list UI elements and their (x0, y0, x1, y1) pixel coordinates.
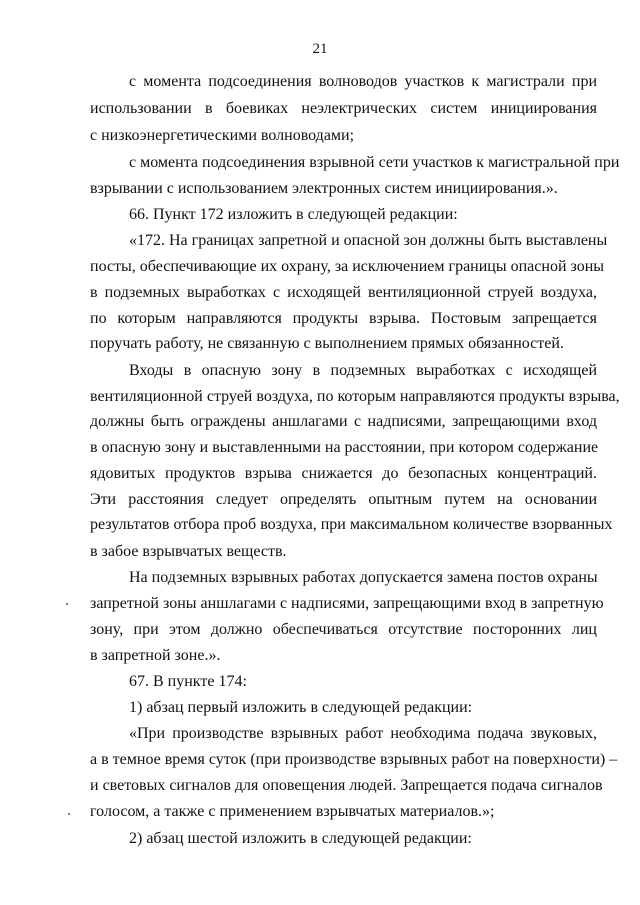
text-line: с момента подсоединения волноводов участков к магистрали при (129, 73, 597, 90)
text-line: в забое взрывчатых веществ. (90, 543, 287, 560)
text-line: Входы в опасную зону в подземных выработках с исходящей (129, 362, 597, 379)
text-line: вентиляционной струей воздуха, по которым направляются продукты взрыва, (90, 388, 620, 405)
scan-speck (68, 813, 70, 815)
text-line: запретной зоны аншлагами с надписями, запрещающими вход в запретную (90, 595, 604, 612)
text-line: «172. На границах запретной и опасной зон должны быть выставлены (129, 232, 608, 249)
text-line: должны быть ограждены аншлагами с надписями, запрещающими вход (90, 413, 597, 430)
text-line: по которым направляются продукты взрыва. Постовым запрещается (90, 310, 597, 327)
text-line: 67. В пункте 174: (129, 673, 247, 690)
text-line: в подземных выработках с исходящей вентиляционной струей воздуха, (90, 284, 597, 301)
page-number: 21 (312, 41, 328, 57)
text-line: «При производстве взрывных работ необходима подача звуковых, (129, 725, 597, 742)
text-line: а в темное время суток (при производстве взрывных работ на поверхности) – (90, 751, 618, 768)
text-line: результатов отбора проб воздуха, при максимальном количестве взорванных (90, 516, 613, 533)
text-line: взрывании с использованием электронных систем инициирования.». (90, 180, 558, 197)
text-line: На подземных взрывных работах допускается замена постов охраны (129, 569, 598, 586)
text-line: 2) абзац шестой изложить в следующей редакции: (129, 830, 472, 847)
text-line: 66. Пункт 172 изложить в следующей редакции: (129, 206, 458, 223)
text-line: в опасную зону и выставленными на расстоянии, при котором содержание (90, 439, 599, 456)
text-line: использовании в боевиках неэлектрических систем инициирования (90, 100, 597, 117)
text-line: в запретной зоне.». (90, 647, 221, 664)
text-line: ядовитых продуктов взрыва снижается до безопасных концентраций. (90, 465, 597, 482)
text-line: 1) абзац первый изложить в следующей редакции: (129, 699, 473, 716)
text-line: и световых сигналов для оповещения людей. Запрещается подача сигналов (90, 777, 603, 794)
text-line: с момента подсоединения взрывной сети участков к магистральной при (129, 154, 620, 171)
text-line: посты, обеспечивающие их охрану, за исключением границы опасной зоны (90, 258, 605, 275)
text-line: поручать работу, не связанную с выполнением прямых обязанностей. (90, 335, 564, 352)
text-line: Эти расстояния следует определять опытным путем на основании (90, 491, 597, 508)
scan-speck (66, 603, 68, 605)
text-line: голосом, а также с применением взрывчатых материалов.»; (90, 803, 495, 820)
text-line: зону, при этом должно обеспечиваться отсутствие посторонних лиц (90, 621, 597, 638)
text-line: с низкоэнергетическими волноводами; (90, 127, 355, 144)
